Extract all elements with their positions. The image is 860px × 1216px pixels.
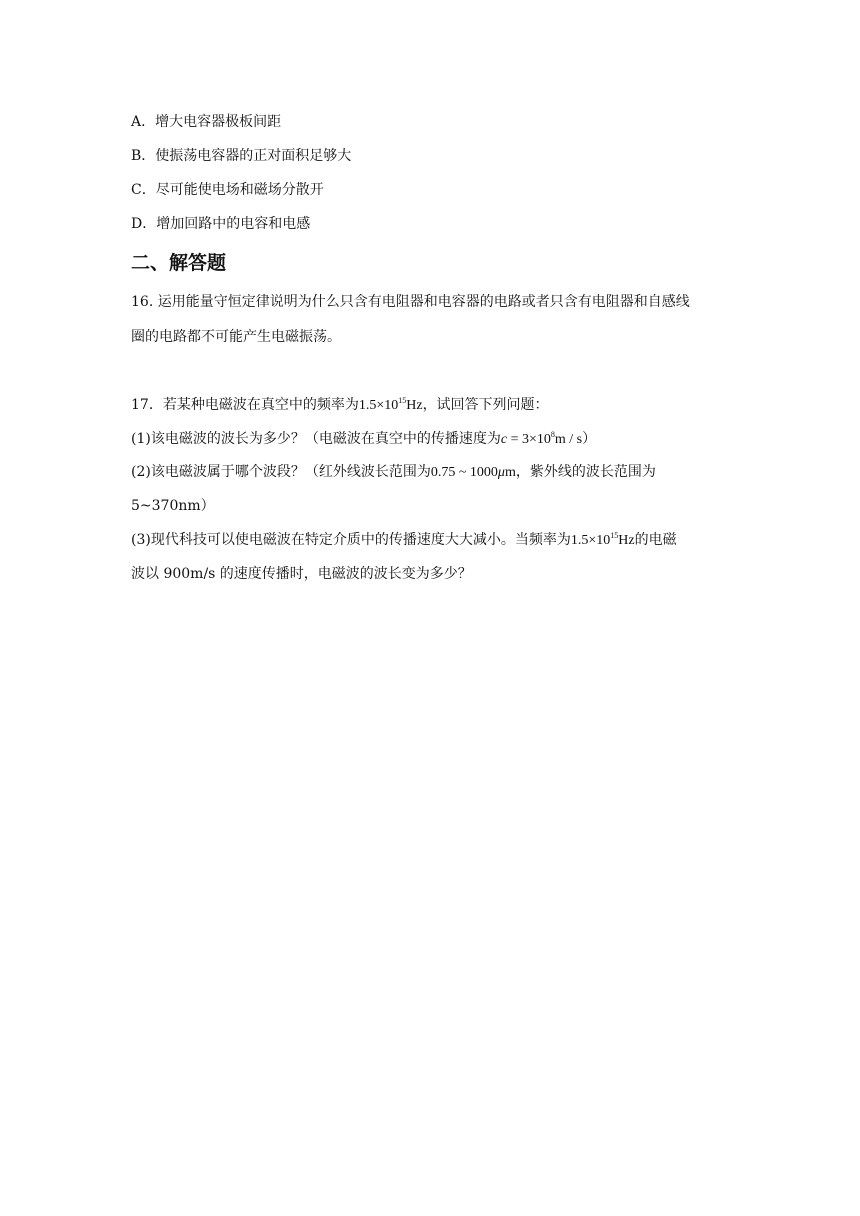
frequency-unit-2: Hz — [618, 533, 635, 548]
option-text: 使振荡电容器的正对面积足够大 — [155, 148, 352, 164]
frequency-value-2 — [571, 533, 635, 548]
option-text: 增大电容器极板间距 — [155, 114, 282, 130]
range-unit: m — [504, 465, 516, 480]
q17-part-3 — [131, 530, 677, 551]
frequency-exponent-2: 15 — [610, 531, 619, 540]
option-letter: A． — [131, 114, 156, 130]
speed-exponent: 8 — [550, 430, 555, 439]
option-d — [131, 214, 310, 234]
q17-intro — [131, 395, 549, 416]
section-heading: 二、解答题 — [131, 252, 227, 274]
q17-part-3-line-2: 波以 900m/s 的速度传播时，电磁波的波长变为多少？ — [131, 566, 472, 582]
part1-tail: ） — [582, 431, 597, 447]
mu-symbol: μ — [497, 465, 505, 480]
frequency-unit: Hz — [406, 398, 423, 413]
part2-text: (2)该电磁波属于哪个波段？（红外线波长范围为 — [131, 464, 431, 480]
part3-tail: 的电磁 — [634, 532, 677, 548]
frequency-exponent: 15 — [398, 396, 407, 405]
q16-line-2: 圈的电路都不可能产生电磁振荡。 — [131, 329, 341, 345]
option-text: 尽可能使电场和磁场分散开 — [155, 182, 324, 198]
frequency-value — [359, 398, 423, 413]
q17-intro-tail: ，试回答下列问题： — [422, 397, 549, 413]
part1-text: (1)该电磁波的波长为多少？（电磁波在真空中的传播速度为 — [131, 431, 501, 447]
option-a — [131, 112, 281, 132]
option-text: 增加回路中的电容和电感 — [156, 216, 311, 232]
q17-part-2 — [131, 462, 656, 483]
infrared-range — [431, 465, 516, 480]
part3-text: (3)现代科技可以使电磁波在特定介质中的传播速度大大减小。当频率为 — [131, 532, 571, 548]
range-values: 0.75 ~ 1000 — [430, 465, 498, 480]
option-letter: B． — [131, 148, 156, 164]
frequency-mantissa-2: 1.5×10 — [570, 533, 611, 548]
option-letter: C． — [131, 182, 156, 198]
q17-part-2-line-2: 5~370nm） — [131, 498, 215, 514]
option-c — [131, 180, 324, 200]
speed-formula — [501, 432, 582, 447]
part2-tail: ，紫外线的波长范围为 — [515, 464, 656, 480]
frequency-mantissa: 1.5×10 — [358, 398, 399, 413]
speed-mantissa: = 3×10 — [507, 432, 551, 447]
q17-intro-text: 17．若某种电磁波在真空中的频率为 — [131, 397, 359, 413]
speed-unit: m / s — [554, 432, 583, 447]
speed-symbol: c — [500, 432, 508, 447]
q16-line-1: 16. 运用能量守恒定律说明为什么只含有电阻器和电容器的电路或者只含有电阻器和自感线 — [131, 294, 690, 310]
q17-part-1 — [131, 429, 596, 450]
option-letter: D． — [131, 216, 157, 232]
option-b — [131, 146, 351, 166]
